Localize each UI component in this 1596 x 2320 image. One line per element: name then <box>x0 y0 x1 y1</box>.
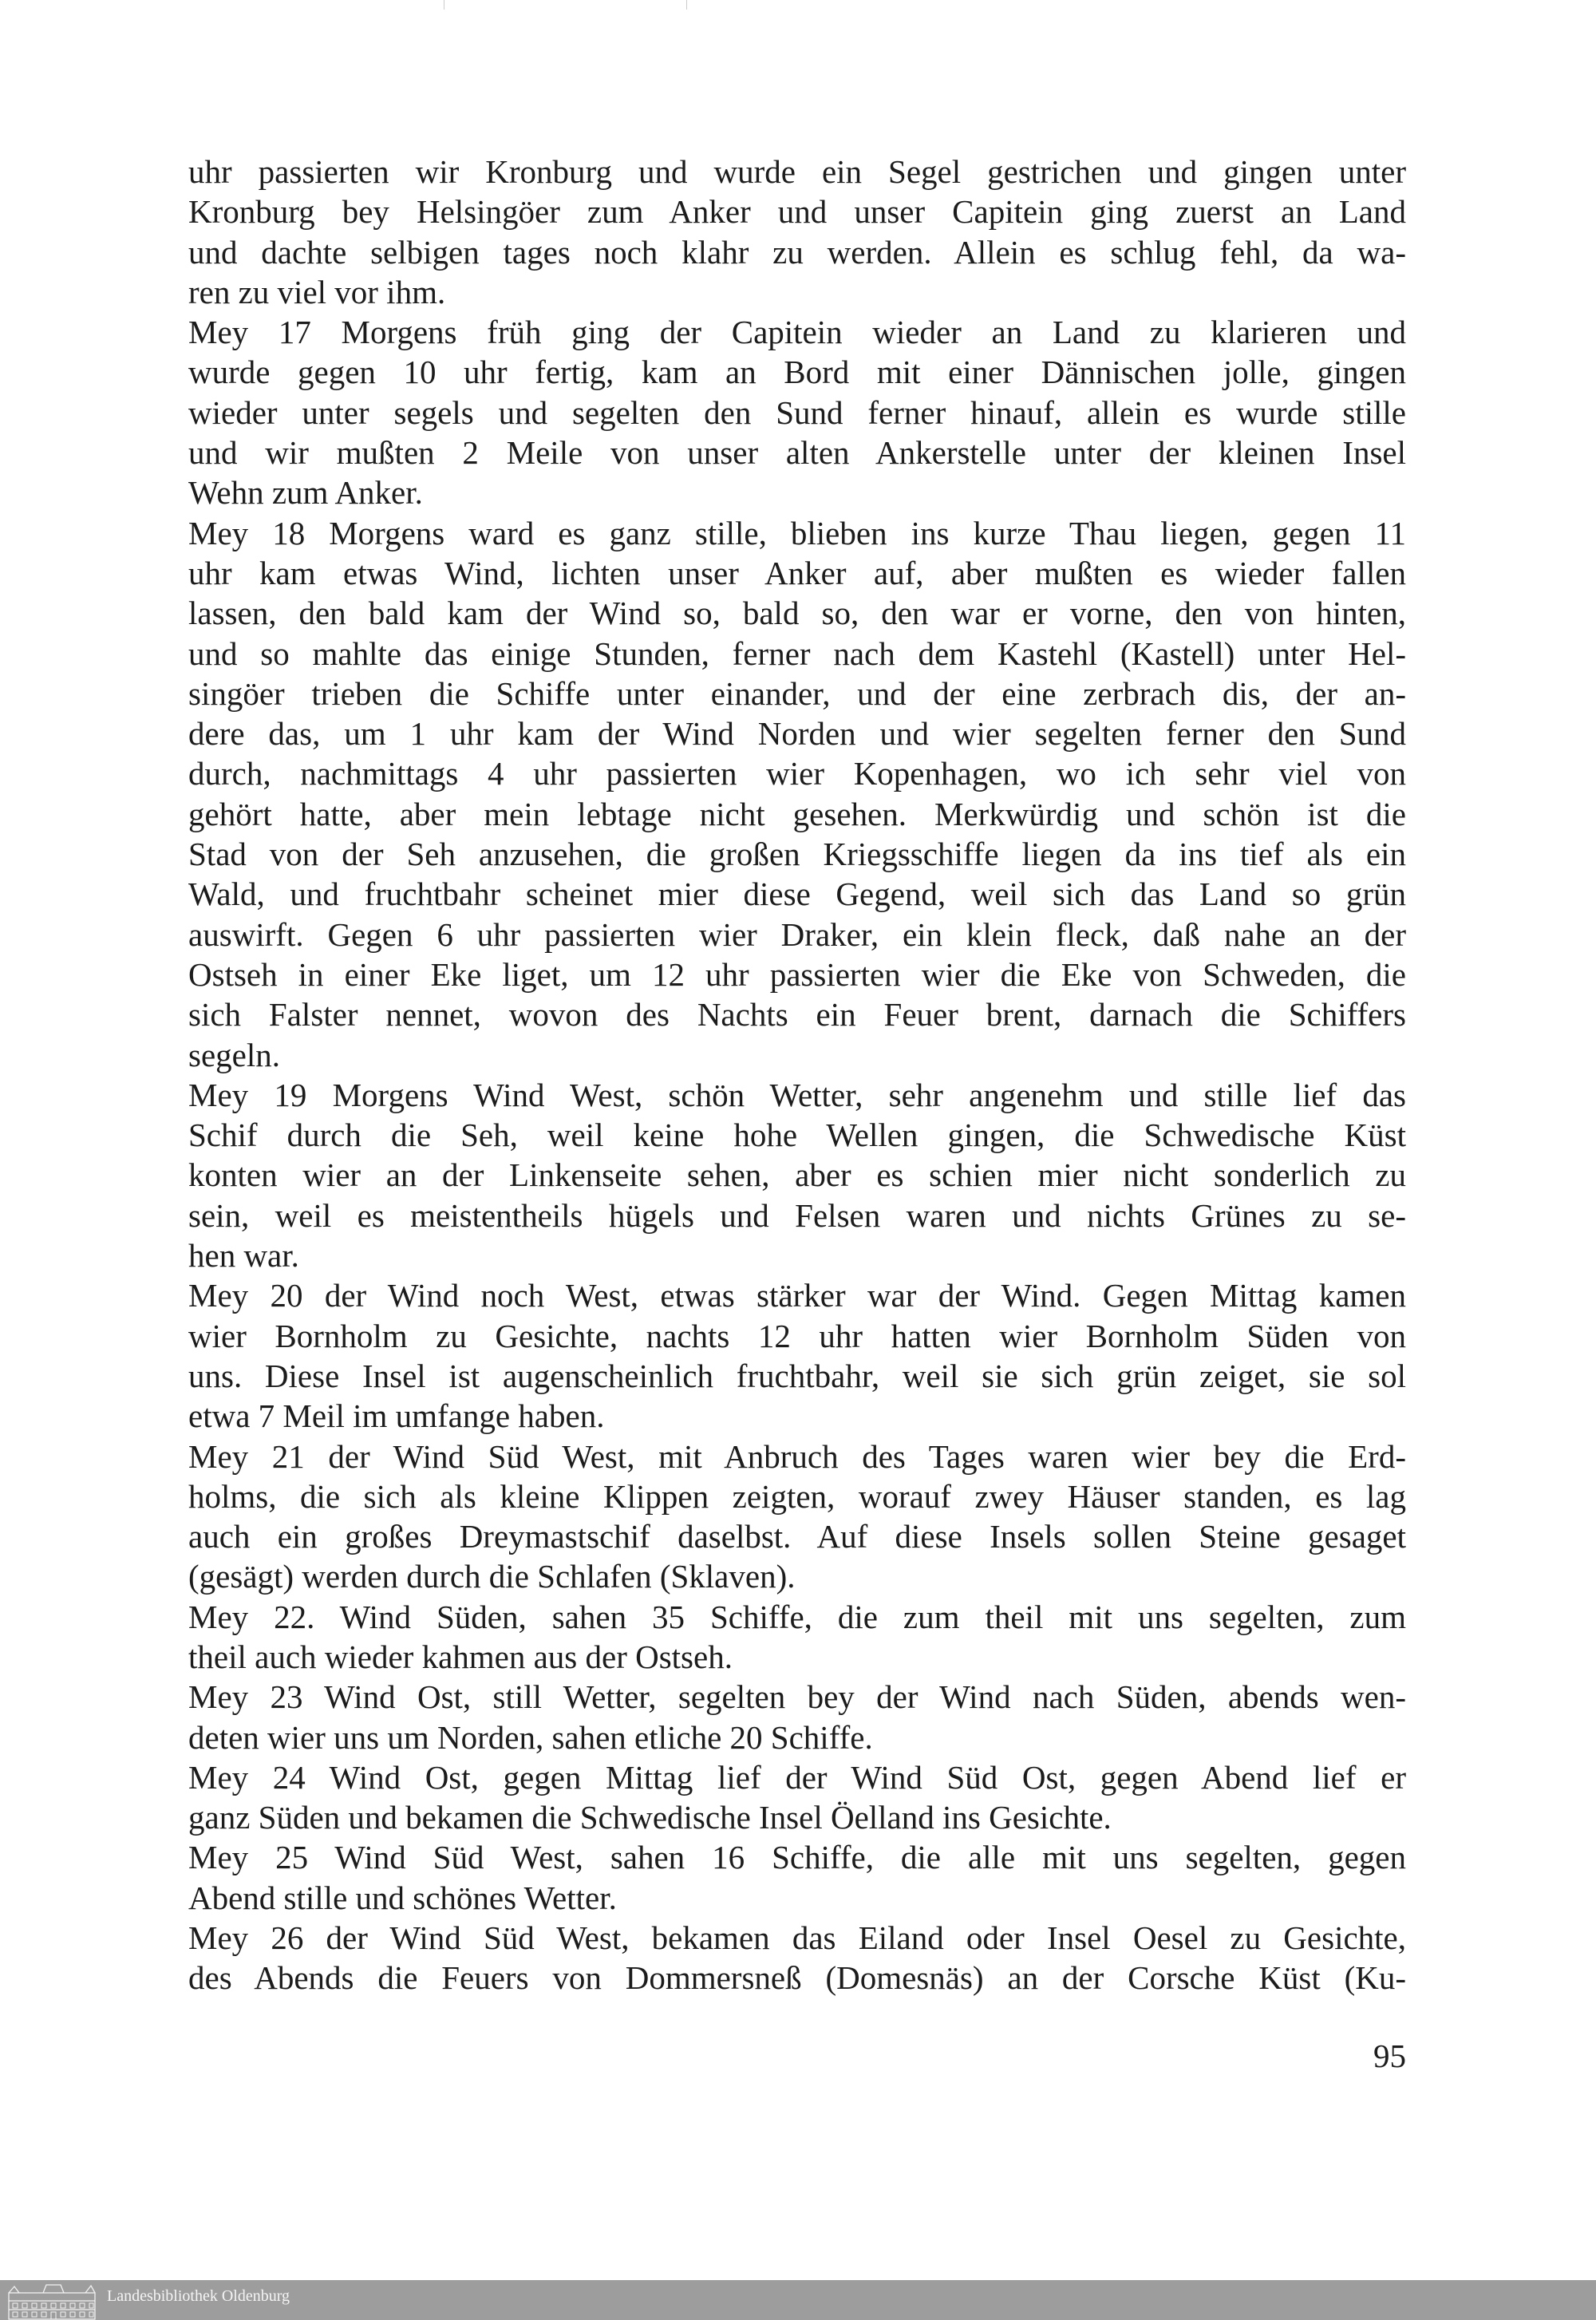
body-text <box>188 152 1406 1998</box>
text-line: Wald, und fruchtbahr scheinet mier diese Gegend, weil sich das Land so grün <box>188 875 1406 913</box>
text-line: wier Bornholm zu Gesichte, nachts 12 uhr hatten wier Bornholm Süden von <box>188 1317 1406 1354</box>
text-line: Mey 20 der Wind noch West, etwas stärker war der Wind. Gegen Mittag kamen <box>188 1277 1406 1314</box>
text-line: sein, weil es meistentheils hügels und Felsen waren und nichts Grünes zu se- <box>188 1196 1406 1234</box>
text-line: und wir mußten 2 Meile von unser alten Ankerstelle unter der kleinen Insel <box>188 434 1406 472</box>
text-line: auswirft. Gegen 6 uhr passierten wier Draker, ein klein fleck, daß nahe an der <box>188 915 1406 953</box>
text-line: wurde gegen 10 uhr fertig, kam an Bord mit einer Dännischen jolle, gingen <box>188 354 1406 391</box>
text-line: Kronburg bey Helsingöer zum Anker und unser Capitein ging zuerst an Land <box>188 193 1406 231</box>
text-line: durch, nachmittags 4 uhr passierten wier Kopenhagen, wo ich sehr viel von <box>188 755 1406 792</box>
text-line: Mey 25 Wind Süd West, sahen 16 Schiffe, die alle mit uns segelten, gegen <box>188 1839 1406 1876</box>
text-line: Schif durch die Seh, weil keine hohe Wellen gingen, die Schwedische Küst <box>188 1117 1406 1154</box>
text-line: uns. Diese Insel ist augenscheinlich fruchtbahr, weil sie sich grün zeiget, sie sol <box>188 1357 1406 1394</box>
text-line: Mey 18 Morgens ward es ganz stille, blieben ins kurze Thau liegen, gegen 11 <box>188 514 1406 551</box>
text-line: auch ein großes Dreymastschif daselbst. Auf diese Insels sollen Steine gesaget <box>188 1518 1406 1555</box>
text-line: singöer trieben die Schiffe unter einander, und der eine zerbrach dis, der an- <box>188 674 1406 712</box>
text-line: Mey 21 der Wind Süd West, mit Anbruch des Tages waren wier bey die Erd- <box>188 1437 1406 1475</box>
text-line: wieder unter segels und segelten den Sund ferner hinauf, allein es wurde stille <box>188 393 1406 431</box>
text-line: Mey 17 Morgens früh ging der Capitein wieder an Land zu klarieren und <box>188 314 1406 351</box>
library-building-logo-icon <box>6 2282 98 2320</box>
text-line: dere das, um 1 uhr kam der Wind Norden und wier segelten ferner den Sund <box>188 715 1406 753</box>
library-name: Landesbibliothek Oldenburg <box>107 2287 290 2305</box>
text-line: holms, die sich als kleine Klippen zeigten, worauf zwey Häuser standen, es lag <box>188 1477 1406 1515</box>
text-line: konten wier an der Linkenseite sehen, aber es schien mier nicht sonderlich zu <box>188 1156 1406 1194</box>
text-line: ren zu viel vor ihm. <box>188 273 446 310</box>
text-line: theil auch wieder kahmen aus der Ostseh. <box>188 1638 733 1675</box>
text-line: lassen, den bald kam der Wind so, bald so, den war er vorne, den von hinten, <box>188 595 1406 632</box>
text-line: Mey 22. Wind Süden, sahen 35 Schiffe, die zum theil mit uns segelten, zum <box>188 1598 1406 1635</box>
text-line: des Abends die Feuers von Dommersneß (Domesnäs) an der Corsche Küst (Ku- <box>188 1959 1406 1997</box>
text-line: Abend stille und schönes Wetter. <box>188 1879 617 1916</box>
text-line: und dachte selbigen tages noch klahr zu werden. Allein es schlug fehl, da wa- <box>188 233 1406 271</box>
page-number: 95 <box>1373 2037 1406 2074</box>
text-line: hen war. <box>188 1237 299 1275</box>
text-line: segeln. <box>188 1036 280 1073</box>
scan-edge-mark <box>686 0 687 10</box>
text-line: uhr kam etwas Wind, lichten unser Anker auf, aber mußten es wieder fallen <box>188 554 1406 591</box>
text-line: ganz Süden und bekamen die Schwedische Insel Öelland ins Gesichte. <box>188 1799 1112 1836</box>
text-line: sich Falster nennet, wovon des Nachts ein Feuer brent, darnach die Schiffers <box>188 996 1406 1034</box>
footer-bar <box>0 2280 1596 2320</box>
text-line: Mey 23 Wind Ost, still Wetter, segelten bey der Wind nach Süden, abends wen- <box>188 1678 1406 1716</box>
text-line: Mey 24 Wind Ost, gegen Mittag lief der Wind Süd Ost, gegen Abend lief er <box>188 1758 1406 1796</box>
text-line: Wehn zum Anker. <box>188 474 423 512</box>
text-line: etwa 7 Meil im umfange haben. <box>188 1397 605 1435</box>
text-line: (gesägt) werden durch die Schlafen (Sklaven). <box>188 1558 796 1595</box>
text-line: und so mahlte das einige Stunden, ferner nach dem Kastehl (Kastell) unter Hel- <box>188 634 1406 672</box>
text-line: deten wier uns um Norden, sahen etliche 20 Schiffe. <box>188 1718 873 1756</box>
text-line: Stad von der Seh anzusehen, die großen Kriegsschiffe liegen da ins tief als ein <box>188 836 1406 873</box>
text-line: Ostseh in einer Eke liget, um 12 uhr passierten wier die Eke von Schweden, die <box>188 955 1406 993</box>
text-line: uhr passierten wir Kronburg und wurde ein Segel gestrichen und gingen unter <box>188 153 1406 190</box>
text-line: gehört hatte, aber mein lebtage nicht gesehen. Merkwürdig und schön ist die <box>188 795 1406 832</box>
text-line: Mey 19 Morgens Wind West, schön Wetter, sehr angenehm und stille lief das <box>188 1076 1406 1113</box>
text-line: Mey 26 der Wind Süd West, bekamen das Eiland oder Insel Oesel zu Gesichte, <box>188 1919 1406 1957</box>
